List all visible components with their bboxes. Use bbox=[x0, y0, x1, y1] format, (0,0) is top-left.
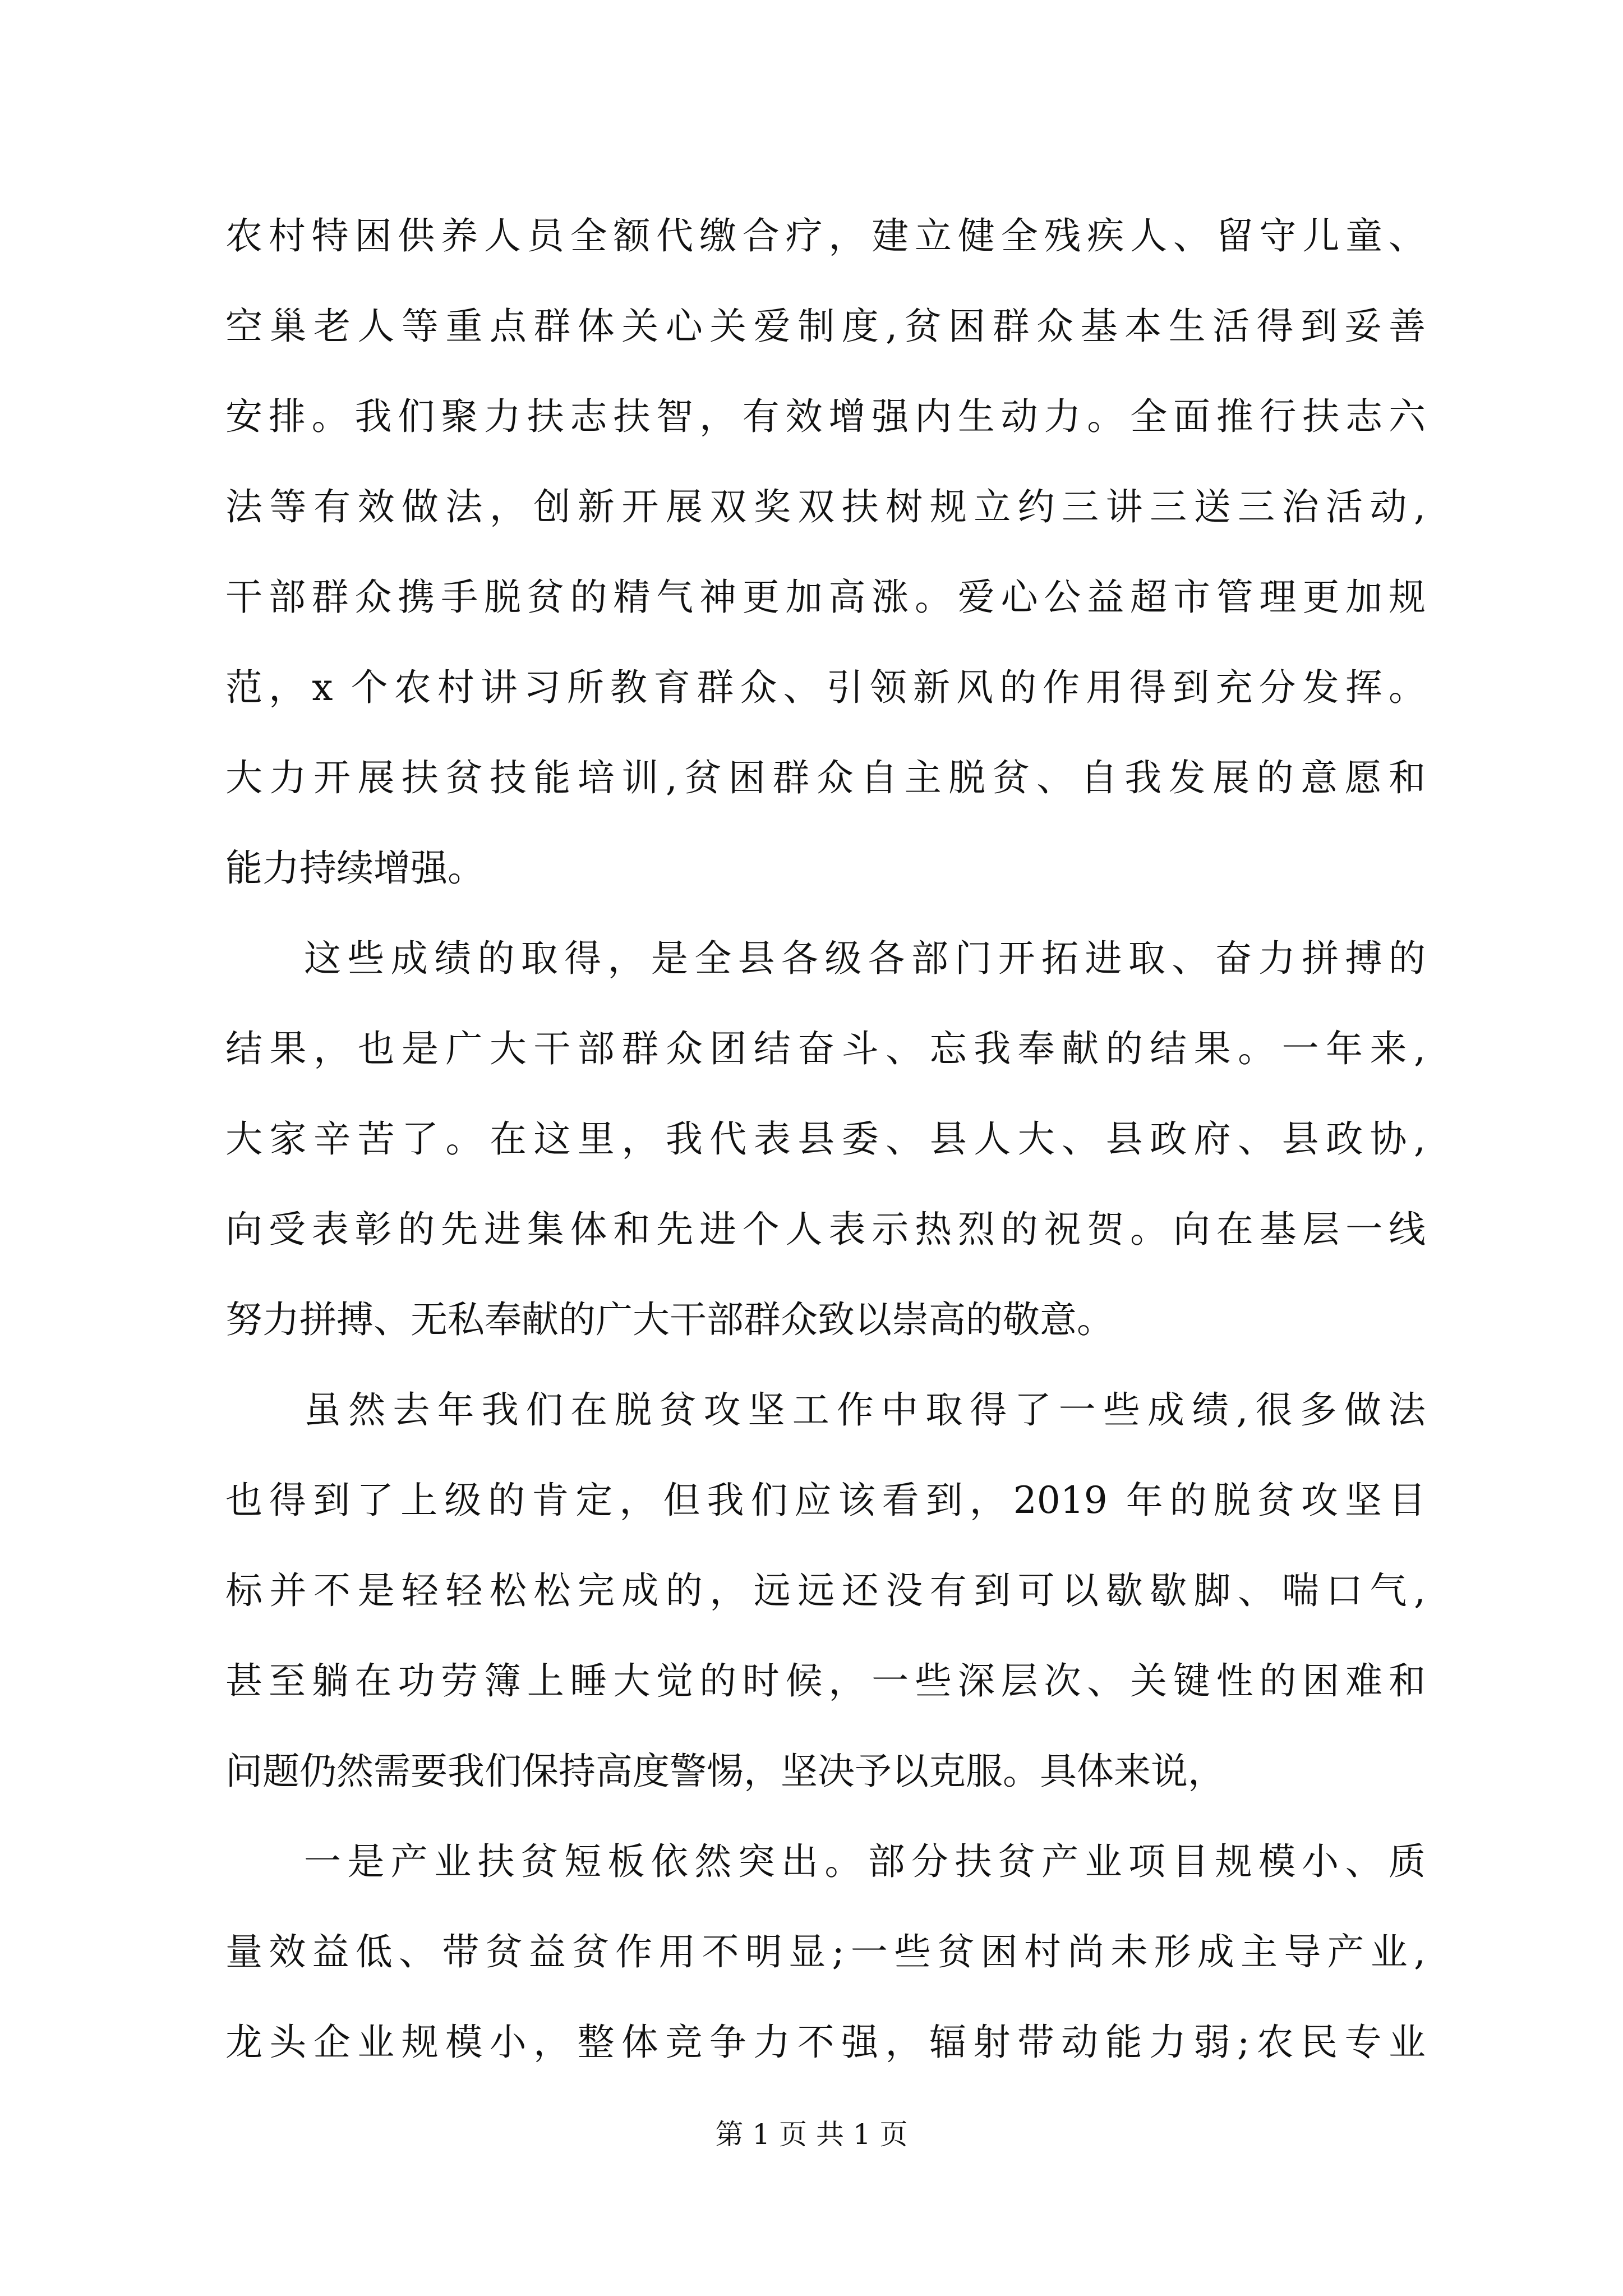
text-line: 努力拼搏、无私奉献的广大干部群众致以崇高的敬意。 bbox=[225, 1298, 1114, 1341]
text-line: 向受表彰的先进集体和先进个人表示热烈的祝贺。向在基层一线 bbox=[225, 1208, 1426, 1251]
text-line: 空巢老人等重点群体关心关爱制度,贫困群众基本生活得到妥善 bbox=[225, 305, 1426, 348]
text-line: 甚至躺在功劳簿上睡大觉的时候，一些深层次、关键性的困难和 bbox=[225, 1659, 1426, 1703]
paragraph-first-line: 虽然去年我们在脱贫攻坚工作中取得了一些成绩,很多做法 bbox=[304, 1388, 1426, 1432]
text-line: 法等有效做法，创新开展双奖双扶树规立约三讲三送三治活动, bbox=[225, 485, 1426, 528]
text-line: 农村特困供养人员全额代缴合疗，建立健全残疾人、留守儿童、 bbox=[225, 214, 1426, 257]
text-line: 问题仍然需要我们保持高度警惕，坚决予以克服。具体来说， bbox=[225, 1750, 1225, 1793]
text-line: 安排。我们聚力扶志扶智，有效增强内生动力。全面推行扶志六 bbox=[225, 395, 1426, 438]
text-line: 量效益低、带贫益贫作用不明显;一些贫困村尚未形成主导产业, bbox=[225, 1930, 1426, 1973]
paragraph-first-line: 这些成绩的取得，是全县各级各部门开拓进取、奋力拼搏的 bbox=[304, 937, 1426, 980]
text-line: 大力开展扶贫技能培训,贫困群众自主脱贫、自我发展的意愿和 bbox=[225, 756, 1426, 799]
text-line: 能力持续增强。 bbox=[225, 846, 485, 890]
document-body bbox=[225, 191, 1426, 2087]
text-line: 大家辛苦了。在这里，我代表县委、县人大、县政府、县政协, bbox=[225, 1117, 1426, 1161]
paragraph-first-line: 一是产业扶贫短板依然突出。部分扶贫产业项目规模小、质 bbox=[304, 1840, 1426, 1883]
page-number-footer: 第 1 页 共 1 页 bbox=[715, 2118, 908, 2151]
text-line: 结果，也是广大干部群众团结奋斗、忘我奉献的结果。一年来, bbox=[225, 1027, 1426, 1070]
text-line: 范，x 个农村讲习所教育群众、引领新风的作用得到充分发挥。 bbox=[225, 666, 1426, 709]
text-line: 干部群众携手脱贫的精气神更加高涨。爱心公益超市管理更加规 bbox=[225, 576, 1426, 619]
text-line: 标并不是轻轻松松完成的，远远还没有到可以歇歇脚、喘口气, bbox=[225, 1569, 1426, 1612]
text-line: 龙头企业规模小，整体竞争力不强，辐射带动能力弱;农民专业 bbox=[225, 2021, 1426, 2064]
text-line: 也得到了上级的肯定，但我们应该看到，2019 年的脱贫攻坚目 bbox=[225, 1479, 1426, 1522]
